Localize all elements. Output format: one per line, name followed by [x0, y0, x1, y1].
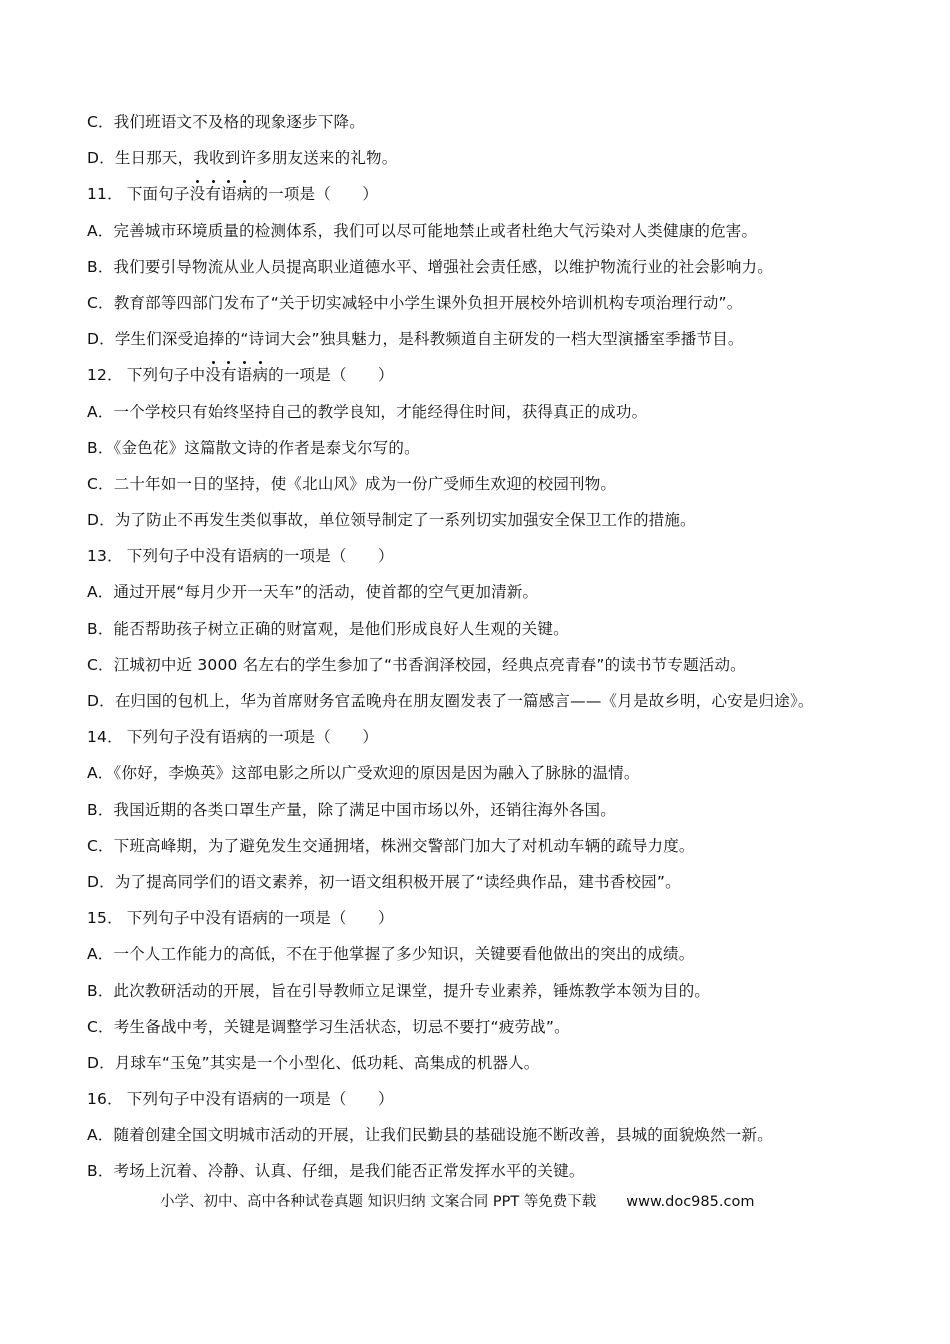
answer-option: B．能否帮助孩子树立正确的财富观，是他们形成良好人生观的关键。: [87, 619, 569, 638]
answer-option: C．二十年如一日的坚持，使《北山风》成为一份广受师生欢迎的校园刊物。: [87, 474, 617, 493]
question-text: 下列句子中没有语病的一项是（ ）: [126, 909, 394, 928]
answer-option: A．《你好，李焕英》这部电影之所以广受欢迎的原因是因为融入了脉脉的温情。: [87, 764, 640, 783]
answer-option: C．教育部等四部门发布了“关于切实减轻中小学生课外负担开展校外培训机构专项治理行动”。: [87, 293, 743, 312]
answer-option: A．通过开展“每月少开一天车”的活动，使首都的空气更加清新。: [87, 583, 539, 602]
answer-option: B．我国近期的各类口罩生产量，除了满足中国市场以外，还销往海外各国。: [87, 800, 616, 819]
answer-option: C．我们班语文不及格的现象逐步下降。: [87, 113, 365, 131]
answer-option: A．一个人工作能力的高低，不在于他掌握了多少知识，关键要看他做出的突出的成绩。: [87, 945, 695, 964]
answer-option: B．《金色花》这篇散文诗的作者是泰戈尔写的。: [87, 438, 420, 457]
answer-option: D．生日那天，我收到许多朋友送来的礼物。: [87, 149, 398, 168]
question-number: 14．: [87, 728, 123, 747]
question-stem: [87, 908, 887, 929]
question-number: 11．: [87, 185, 123, 204]
answer-option: C．江城初中近 3000 名左右的学生参加了“书香润泽校园，经典点亮青春”的读书节专题活动。: [87, 655, 746, 674]
footer-url[interactable]: www.doc985.com: [626, 1194, 755, 1210]
emphasis-dotted-char: 病: [236, 185, 253, 204]
question-number: 16．: [87, 1090, 123, 1109]
question-stem: [87, 727, 887, 748]
question-text: 下面句子: [126, 185, 190, 204]
answer-option: A．一个学校只有始终坚持自己的教学良知，才能经得住时间，获得真正的成功。: [87, 402, 648, 421]
answer-option: C．下班高峰期，为了避免发生交通拥堵，株洲交警部门加大了对机动车辆的疏导力度。: [87, 836, 695, 855]
answer-option: B．我们要引导物流从业人员提高职业道德水平、增强社会责任感，以维护物流行业的社会影响力。: [87, 257, 773, 276]
question-text: 下列句子没有语病的一项是（ ）: [126, 728, 379, 747]
question-stem: [87, 365, 887, 386]
emphasis-dotted-char: 语: [236, 366, 253, 385]
question-text: 下列句子中: [126, 366, 206, 385]
question-text-end: 的一项是（ ）: [252, 185, 379, 204]
answer-option: B．此次教研活动的开展，旨在引导教师立足课堂，提升专业素养，锤炼教学本领为目的。: [87, 981, 711, 1000]
answer-option: D．为了提高同学们的语文素养，初一语文组积极开展了“读经典作品，建书香校园”。: [87, 872, 681, 891]
answer-option: D．在归国的包机上，华为首席财务官孟晚舟在朋友圈发表了一篇感言——《月是故乡明，心安是归途》。: [87, 692, 814, 710]
emphasis-dotted-char: 语: [221, 185, 237, 204]
question-stem: [87, 1089, 887, 1110]
question-text-end: 的一项是（ ）: [268, 366, 394, 385]
question-stem: [87, 546, 887, 567]
footer-text: 小学、初中、高中各种试卷真题 知识归纳 文案合同 PPT 等免费下载: [160, 1194, 597, 1210]
question-number: 12．: [87, 366, 123, 385]
page-footer: [160, 1192, 754, 1212]
question-text: 下列句子中没有语病的一项是（ ）: [126, 547, 394, 566]
question-number: 13．: [87, 547, 123, 566]
answer-option: C．考生备战中考，关键是调整学习生活状态，切忌不要打“疲劳战”。: [87, 1017, 570, 1036]
answer-option: A．随着创建全国文明城市活动的开展，让我们民勤县的基础设施不断改善，县城的面貌焕然一新。: [87, 1126, 773, 1145]
answer-option: D．学生们深受追捧的“诗词大会”独具魅力，是科教频道自主研发的一档大型演播室季播节目。: [87, 330, 744, 349]
emphasis-dotted-char: 有: [221, 366, 237, 385]
question-list: [87, 112, 887, 1198]
answer-option: B．考场上沉着、冷静、认真、仔细，是我们能否正常发挥水平的关键。: [87, 1162, 585, 1181]
emphasis-dotted-char: 没: [205, 366, 222, 385]
question-number: 15．: [87, 909, 123, 928]
answer-option: D．月球车“玉兔”其实是一个小型化、低功耗、高集成的机器人。: [87, 1053, 540, 1072]
answer-option: A．完善城市环境质量的检测体系，我们可以尽可能地禁止或者杜绝大气污染对人类健康的危害。: [87, 221, 758, 240]
emphasis-dotted-char: 病: [252, 366, 269, 385]
emphasis-dotted-char: 没: [189, 185, 206, 204]
question-text: 下列句子中没有语病的一项是（ ）: [126, 1090, 394, 1109]
answer-option: D．为了防止不再发生类似事故，单位领导制定了一系列切实加强安全保卫工作的措施。: [87, 511, 696, 530]
question-stem: [87, 184, 887, 205]
emphasis-dotted-char: 有: [205, 185, 222, 204]
